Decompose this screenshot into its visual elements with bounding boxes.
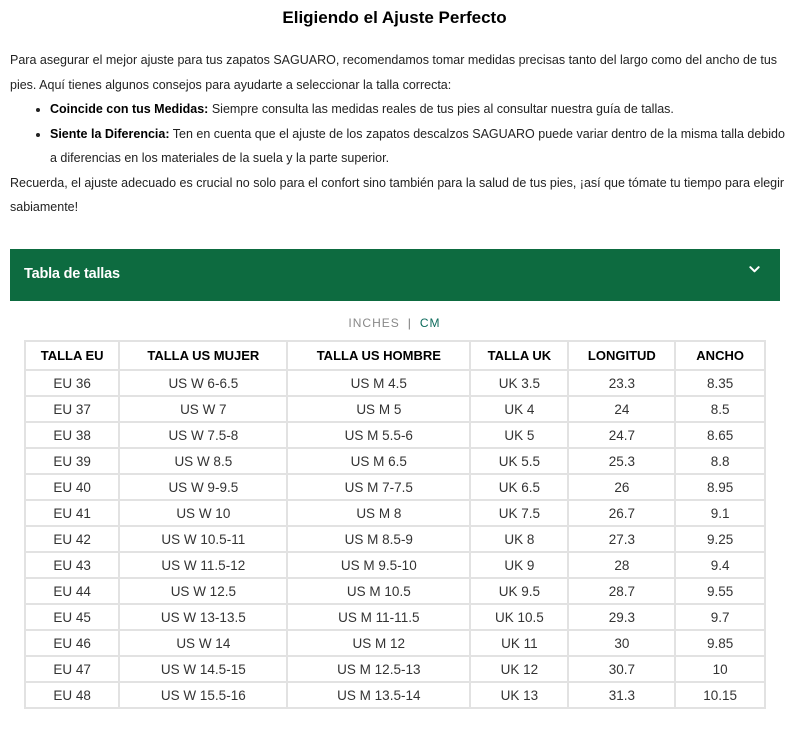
table-cell: UK 12: [470, 656, 568, 682]
table-cell: EU 39: [25, 448, 119, 474]
column-header: TALLA US HOMBRE: [287, 341, 470, 370]
table-cell: US M 8: [287, 500, 470, 526]
table-cell: US W 8.5: [119, 448, 287, 474]
table-row: [25, 526, 765, 552]
table-cell: EU 44: [25, 578, 119, 604]
table-cell: UK 9.5: [470, 578, 568, 604]
table-cell: UK 11: [470, 630, 568, 656]
table-cell: UK 6.5: [470, 474, 568, 500]
column-header: TALLA US MUJER: [119, 341, 287, 370]
table-cell: US W 11.5-12: [119, 552, 287, 578]
table-cell: US M 5: [287, 396, 470, 422]
table-cell: US W 14: [119, 630, 287, 656]
column-header: TALLA EU: [25, 341, 119, 370]
table-cell: UK 7.5: [470, 500, 568, 526]
table-cell: US M 13.5-14: [287, 682, 470, 708]
column-header: LONGITUD: [568, 341, 675, 370]
table-cell: 28.7: [568, 578, 675, 604]
table-cell: EU 47: [25, 656, 119, 682]
table-cell: US M 12.5-13: [287, 656, 470, 682]
table-cell: EU 36: [25, 370, 119, 396]
column-header: ANCHO: [675, 341, 765, 370]
table-row: [25, 500, 765, 526]
unit-inches-button[interactable]: INCHES: [348, 316, 400, 330]
table-cell: EU 41: [25, 500, 119, 526]
chevron-down-icon[interactable]: [749, 264, 760, 275]
table-cell: 24.7: [568, 422, 675, 448]
table-cell: 10.15: [675, 682, 765, 708]
intro-paragraph: Para asegurar el mejor ajuste para tus zapatos SAGUARO, recomendamos tomar medidas precisas tanto del largo como del ancho de tus pies. Aquí tienes algunos consejos para ayudarte a seleccionar la talla correcta:: [10, 53, 778, 92]
table-cell: 10: [675, 656, 765, 682]
table-cell: EU 45: [25, 604, 119, 630]
size-table: [24, 340, 766, 709]
table-cell: EU 46: [25, 630, 119, 656]
table-cell: EU 43: [25, 552, 119, 578]
table-cell: US M 8.5-9: [287, 526, 470, 552]
table-cell: EU 37: [25, 396, 119, 422]
table-cell: US W 7: [119, 396, 287, 422]
column-header: TALLA UK: [470, 341, 568, 370]
table-cell: US M 7-7.5: [287, 474, 470, 500]
table-cell: 9.1: [675, 500, 765, 526]
page-title: Eligiendo el Ajuste Perfecto: [282, 8, 507, 27]
table-cell: 9.7: [675, 604, 765, 630]
table-cell: US W 9-9.5: [119, 474, 287, 500]
table-header-row: [25, 341, 765, 370]
list-item: [50, 97, 785, 122]
table-cell: EU 40: [25, 474, 119, 500]
tip-heading: Siente la Diferencia:: [50, 126, 170, 141]
table-row: [25, 474, 765, 500]
table-cell: 31.3: [568, 682, 675, 708]
table-cell: UK 3.5: [470, 370, 568, 396]
table-cell: UK 5.5: [470, 448, 568, 474]
table-cell: US W 6-6.5: [119, 370, 287, 396]
table-row: [25, 448, 765, 474]
unit-cm-button[interactable]: CM: [419, 316, 441, 330]
table-row: [25, 578, 765, 604]
table-cell: 9.4: [675, 552, 765, 578]
tip-text: Siempre consulta las medidas reales de tus pies al consultar nuestra guía de tallas.: [208, 102, 674, 116]
table-cell: 9.55: [675, 578, 765, 604]
table-cell: EU 48: [25, 682, 119, 708]
table-cell: US M 6.5: [287, 448, 470, 474]
table-cell: US W 10.5-11: [119, 526, 287, 552]
table-row: [25, 604, 765, 630]
table-row: [25, 422, 765, 448]
table-cell: US W 12.5: [119, 578, 287, 604]
table-cell: 27.3: [568, 526, 675, 552]
table-cell: EU 38: [25, 422, 119, 448]
accordion-title: Tabla de tallas: [24, 266, 120, 282]
table-cell: 23.3: [568, 370, 675, 396]
table-row: [25, 396, 765, 422]
table-cell: 8.65: [675, 422, 765, 448]
table-row: [25, 630, 765, 656]
table-cell: UK 10.5: [470, 604, 568, 630]
table-cell: UK 4: [470, 396, 568, 422]
table-cell: US W 14.5-15: [119, 656, 287, 682]
intro-text: [10, 48, 785, 220]
table-cell: EU 42: [25, 526, 119, 552]
table-cell: UK 13: [470, 682, 568, 708]
table-cell: US M 4.5: [287, 370, 470, 396]
closing-paragraph: Recuerda, el ajuste adecuado es crucial no solo para el confort sino también para la salud de tus pies, ¡así que tómate tu tiempo para elegir sabiamente!: [10, 175, 785, 214]
table-cell: US W 7.5-8: [119, 422, 287, 448]
unit-toggle: [0, 316, 789, 330]
list-item: [50, 122, 785, 171]
table-cell: 24: [568, 396, 675, 422]
table-cell: 8.35: [675, 370, 765, 396]
table-cell: US M 12: [287, 630, 470, 656]
table-cell: 25.3: [568, 448, 675, 474]
table-cell: US M 11-11.5: [287, 604, 470, 630]
table-cell: 30.7: [568, 656, 675, 682]
table-cell: 26.7: [568, 500, 675, 526]
table-cell: US M 5.5-6: [287, 422, 470, 448]
size-chart-accordion[interactable]: [10, 249, 780, 301]
table-cell: 9.25: [675, 526, 765, 552]
table-cell: 8.8: [675, 448, 765, 474]
table-cell: 28: [568, 552, 675, 578]
table-row: [25, 682, 765, 708]
table-cell: 8.5: [675, 396, 765, 422]
unit-separator: |: [407, 316, 412, 330]
table-cell: 8.95: [675, 474, 765, 500]
tips-list: [10, 97, 785, 171]
table-cell: 26: [568, 474, 675, 500]
table-cell: US M 9.5-10: [287, 552, 470, 578]
table-cell: US W 10: [119, 500, 287, 526]
table-cell: 29.3: [568, 604, 675, 630]
table-cell: US W 15.5-16: [119, 682, 287, 708]
table-cell: UK 8: [470, 526, 568, 552]
table-cell: US W 13-13.5: [119, 604, 287, 630]
table-row: [25, 370, 765, 396]
table-cell: UK 5: [470, 422, 568, 448]
table-cell: 9.85: [675, 630, 765, 656]
tip-heading: Coincide con tus Medidas:: [50, 102, 209, 116]
tip-text: Ten en cuenta que el ajuste de los zapatos descalzos SAGUARO puede variar dentro de la misma talla debido a diferencias en los materiales de la suela y la parte superior.: [50, 126, 785, 165]
table-row: [25, 656, 765, 682]
table-cell: UK 9: [470, 552, 568, 578]
table-row: [25, 552, 765, 578]
table-cell: 30: [568, 630, 675, 656]
table-cell: US M 10.5: [287, 578, 470, 604]
